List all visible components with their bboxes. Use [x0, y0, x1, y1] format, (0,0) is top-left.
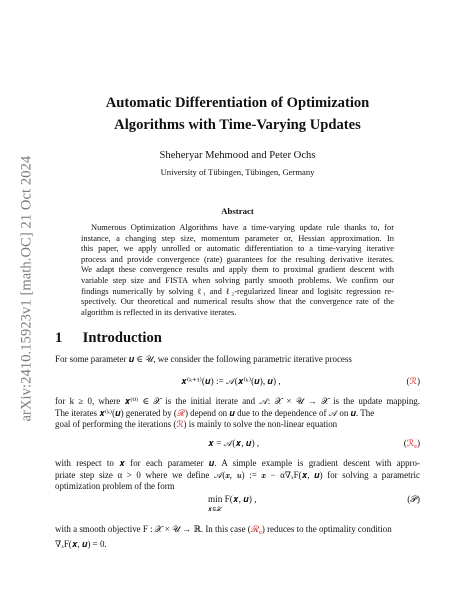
paragraph-line: priate step size α > 0 where we define 𝒜(𝒙, 𝒖) := 𝒙 − α∇ₓF(𝒙, 𝒖) for solving a parametric: [55, 469, 420, 480]
abstract-line: spectively. Our theoretical and numerical results show that the convergence rate of the: [81, 296, 394, 307]
abstract-line: variable step size and FISTA when solving partly smooth problems. We confirm our: [81, 274, 394, 285]
text-fragment: ) reduces to the optimality condition: [261, 524, 392, 534]
equation-reference-link[interactable]: ℛ: [176, 407, 185, 418]
paragraph-1: [55, 354, 420, 366]
abstract-line: process and provide convergence (rate) guarantees for the resulting derivative iterates.: [81, 253, 394, 264]
equation-tag-symbol: ℛ: [406, 438, 415, 448]
text-fragment: goal of performing the iterations (: [55, 419, 177, 430]
equation-expression: min F(𝒙, 𝒖) ,: [208, 494, 257, 504]
paragraph-line: optimization problem of the form: [55, 481, 175, 492]
abstract-line: findings numerically by solving ℓ₁ and ℓ₂-regularized linear and logisitc regression re-: [81, 285, 394, 296]
abstract-line: instance, a changing step size, momentum parameter or, Hessian approximation. In: [81, 232, 394, 243]
abstract-line: Numerous Optimization Algorithms have a time-varying update rule thanks to, for: [91, 222, 394, 232]
equation-tag-symbol: ℛ: [409, 376, 417, 386]
equation-underscript: 𝒙∈𝒳: [208, 506, 222, 513]
equation-tag: (𝒫): [407, 494, 420, 504]
affiliation: University of Tübingen, Tübingen, Germany: [160, 167, 315, 177]
abstract-line: We adapt these convergence results and apply them to proximal gradient descent with: [81, 264, 394, 275]
paragraph-3: [55, 458, 420, 493]
paragraph-line: with respect to 𝒙 for each parameter 𝒖. A simple example is gradient descent with appro-: [55, 458, 420, 468]
section-heading: [55, 330, 162, 347]
equation-reference-link[interactable]: ℛ: [176, 419, 184, 430]
paper-title: [55, 92, 420, 136]
abstract-heading: Abstract: [221, 206, 254, 216]
equation-expression: 𝒙⁽ᵏ⁺¹⁾(𝒖) := 𝒜(𝒙⁽ᵏ⁾(𝒖), 𝒖) ,: [181, 376, 281, 386]
equation-reference-subscript: e: [259, 529, 262, 536]
paragraph-line: [55, 408, 420, 420]
authors: Sheheryar Mehmood and Peter Ochs: [159, 150, 316, 161]
abstract-line: algorithm is reflected in its derivative iterates.: [81, 306, 237, 317]
text-fragment: ) is mainly to solve the non-linear equation: [183, 419, 338, 430]
paragraph-line: [55, 524, 420, 539]
equation-reference-link[interactable]: ℛ: [250, 524, 260, 534]
title-line-2: Algorithms with Time-Varying Updates: [114, 117, 361, 133]
text-fragment: with a smooth objective F : 𝒳 × 𝒰 → ℝ. In this case (: [55, 524, 251, 534]
paragraph-line: For some parameter 𝒖 ∈ 𝒰, we consider the following parametric iterative process: [55, 354, 352, 364]
text-fragment: The iterates 𝒙⁽ᵏ⁾(𝒖) generated by (: [55, 407, 177, 418]
section-number: 1: [55, 330, 63, 346]
paragraph-2: [55, 396, 420, 431]
text-fragment: ) depend on 𝒖 due to the dependence of 𝒜 on 𝒖. The: [184, 407, 375, 418]
title-line-1: Automatic Differentiation of Optimization: [105, 95, 370, 111]
abstract-body: [81, 222, 394, 317]
equation-tag: (ℛ): [406, 376, 420, 386]
arxiv-identifier-stamp: arXiv:2410.15923v1 [math.OC] 21 Oct 2024: [18, 155, 35, 422]
paragraph-line: for k ≥ 0, where 𝒙⁽⁰⁾ ∈ 𝒳 is the initial iterate and 𝒜: 𝒳 × 𝒰 → 𝒳 is the update mapping.: [55, 396, 420, 406]
equation-expression: 𝒙 = 𝒜(𝒙, 𝒖) ,: [208, 438, 260, 448]
paragraph-line: ∇ₓF(𝒙, 𝒖) = 0.: [55, 538, 107, 549]
section-title: Introduction: [82, 330, 162, 346]
paragraph-4: [55, 524, 420, 550]
abstract-line: this paper, we apply unrolled or automatic differentiation to a time-varying iterative: [81, 243, 394, 254]
paragraph-line: [55, 419, 420, 431]
equation-tag-subscript: e: [414, 443, 417, 450]
equation-tag: (ℛ$_e$): [403, 438, 420, 450]
